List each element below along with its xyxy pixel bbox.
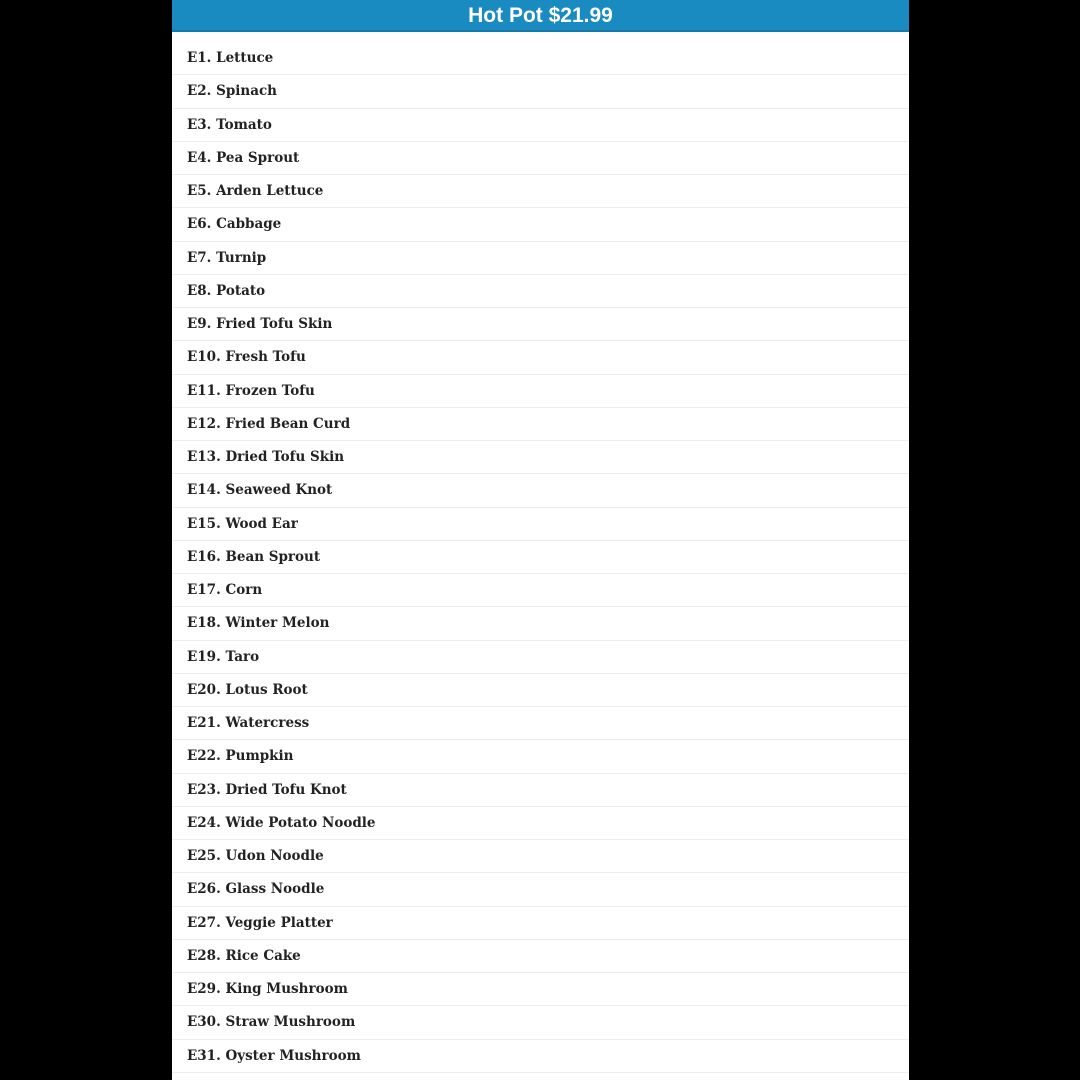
menu-item: E10. Fresh Tofu: [172, 341, 909, 374]
menu-item: E11. Frozen Tofu: [172, 375, 909, 408]
menu-page: [172, 0, 909, 1080]
menu-item: E15. Wood Ear: [172, 508, 909, 541]
menu-item: E28. Rice Cake: [172, 940, 909, 973]
menu-item: E1. Lettuce: [172, 42, 909, 75]
menu-item: E20. Lotus Root: [172, 674, 909, 707]
menu-item: E23. Dried Tofu Knot: [172, 774, 909, 807]
menu-item: E27. Veggie Platter: [172, 907, 909, 940]
menu-item: E12. Fried Bean Curd: [172, 408, 909, 441]
menu-item: E13. Dried Tofu Skin: [172, 441, 909, 474]
menu-item: E18. Winter Melon: [172, 607, 909, 640]
menu-item: E2. Spinach: [172, 75, 909, 108]
menu-item: E22. Pumpkin: [172, 740, 909, 773]
menu-item: E17. Corn: [172, 574, 909, 607]
menu-header: [172, 0, 909, 32]
menu-item: E31. Oyster Mushroom: [172, 1040, 909, 1073]
menu-item: E7. Turnip: [172, 242, 909, 275]
menu-item-list: [172, 42, 909, 1073]
menu-item: E29. King Mushroom: [172, 973, 909, 1006]
menu-item: E26. Glass Noodle: [172, 873, 909, 906]
menu-item: E24. Wide Potato Noodle: [172, 807, 909, 840]
menu-item: E4. Pea Sprout: [172, 142, 909, 175]
menu-item: E8. Potato: [172, 275, 909, 308]
menu-item: E14. Seaweed Knot: [172, 474, 909, 507]
menu-item: E16. Bean Sprout: [172, 541, 909, 574]
menu-title: Hot Pot $21.99: [468, 4, 613, 27]
menu-item: E5. Arden Lettuce: [172, 175, 909, 208]
menu-item: E3. Tomato: [172, 109, 909, 142]
menu-item: E25. Udon Noodle: [172, 840, 909, 873]
menu-item: E6. Cabbage: [172, 208, 909, 241]
menu-item: E21. Watercress: [172, 707, 909, 740]
menu-item: E30. Straw Mushroom: [172, 1006, 909, 1039]
menu-item: E9. Fried Tofu Skin: [172, 308, 909, 341]
menu-item: E19. Taro: [172, 641, 909, 674]
